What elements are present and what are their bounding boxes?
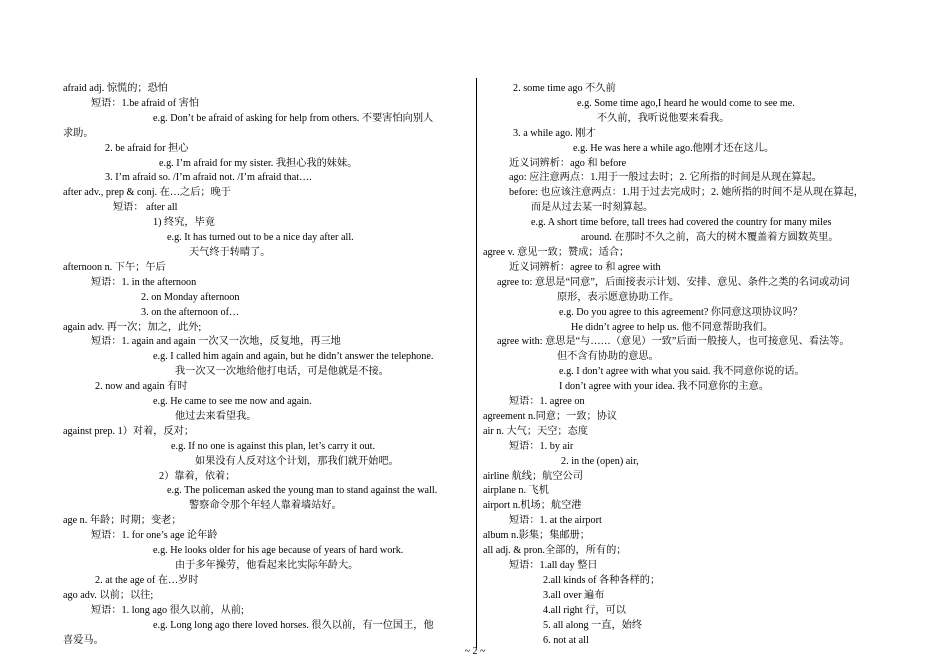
text-line: e.g. He was here a while ago.他刚才还在这儿。 xyxy=(573,142,775,154)
text-line: e.g. If no one is against this plan, let’s carry it out. xyxy=(171,440,375,452)
text-line: before: 也应该注意两点：1.用于过去完成时；2. 她所指的时间不是从现在算起， xyxy=(509,187,864,199)
left-column xyxy=(63,82,468,648)
text-line: e.g. He looks older for his age because of years of hard work. xyxy=(153,545,404,557)
text-line: 短语：1. long ago 很久以前，从前; xyxy=(91,604,244,616)
text-line: afraid adj. 惊慌的；恐怕 xyxy=(63,83,168,94)
text-line: against prep. 1）对着，反对； xyxy=(63,425,195,437)
text-line: e.g. The policeman asked the young man to stand against the wall. xyxy=(167,485,438,497)
text-line: 5. all along 一直，始终 xyxy=(543,619,643,631)
text-line: 如果没有人反对这个计划，那我们就开始吧。 xyxy=(195,455,399,467)
text-line: 2. now and again 有时 xyxy=(95,381,188,393)
text-line: e.g. Some time ago,I heard he would come to see me. xyxy=(577,97,795,109)
text-line: 3.all over 遍布 xyxy=(543,589,605,601)
text-line: again adv. 再一次；加之，此外; xyxy=(63,321,202,333)
text-line: ago: 应注意两点：1.用于一般过去时；2. 它所指的时间是从现在算起。 xyxy=(509,172,822,184)
text-line: 原形，表示愿意协助工作。 xyxy=(557,291,680,303)
text-line: e.g. I’m afraid for my sister. 我担心我的妹妹。 xyxy=(159,157,358,169)
text-line: 近义词辨析：agree to 和 agree with xyxy=(509,261,661,273)
page-number: ~ 2 ~ xyxy=(464,646,486,657)
text-line: airplane n. 飞机 xyxy=(483,485,549,497)
text-line: 不久前，我听说他要来看我。 xyxy=(597,112,730,124)
text-line: after adv., prep & conj. 在…之后；晚于 xyxy=(63,187,231,199)
text-line: 短语：1. at the airport xyxy=(509,515,602,527)
text-line: airport n.机场；航空港 xyxy=(483,500,582,512)
text-line: 而是从过去某一时刻算起。 xyxy=(531,202,654,214)
text-line: agreement n.同意；一致；协议 xyxy=(483,410,618,422)
text-line: 2. in the (open) air, xyxy=(561,455,639,467)
text-line: 短语：1. agree on xyxy=(509,396,585,408)
text-line: e.g. Do you agree to this agreement? 你同意这项协议吗？ xyxy=(559,306,803,318)
text-line: 求助。 xyxy=(63,127,94,139)
text-line: 4.all right 行，可以 xyxy=(543,604,626,616)
text-line: ago adv. 以前；以往; xyxy=(63,589,154,601)
text-line: 短语：1. in the afternoon xyxy=(91,276,197,288)
text-line: 但不含有协助的意思。 xyxy=(557,351,659,363)
column-divider xyxy=(476,78,477,648)
text-line: air n. 大气；天空；态度 xyxy=(483,425,588,437)
text-line: 喜爱马。 xyxy=(63,634,104,646)
text-line: 3. on the afternoon of… xyxy=(141,306,240,318)
text-line: 2. be afraid for 担心 xyxy=(105,142,189,154)
text-line: 短语：1.be afraid of 害怕 xyxy=(91,97,200,109)
text-line: e.g. I called him again and again, but he didn’t answer the telephone. xyxy=(153,351,434,363)
text-line: age n. 年龄；时期；变老； xyxy=(63,515,182,527)
text-line: airline 航线；航空公司 xyxy=(483,470,583,482)
text-line: 2. at the age of 在…岁时 xyxy=(95,574,199,586)
text-line: afternoon n. 下午；午后 xyxy=(63,261,166,273)
text-line: agree v. 意见一致；赞成；适合； xyxy=(483,246,630,258)
text-line: 警察命令那个年轻人靠着墙站好。 xyxy=(189,500,342,512)
text-line: 2. on Monday afternoon xyxy=(141,291,240,303)
text-line: 短语：1. by air xyxy=(509,440,574,452)
text-line: album n.影集；集邮册； xyxy=(483,530,590,542)
text-line: agree to: 意思是“同意”，后面接表示计划、安排、意见、条件之类的名词或动词 xyxy=(497,276,850,288)
text-line: 6. not at all xyxy=(543,634,589,646)
text-line: 短语：1. again and again 一次又一次地，反复地，再三地 xyxy=(91,336,341,348)
text-line: 2.all kinds of 各种各样的； xyxy=(543,574,661,586)
text-line: agree with: 意思是“与……（意见）一致”后面一般接人，也可接意见、看法等。 xyxy=(497,336,850,348)
text-line: all adj. & pron.全部的，所有的； xyxy=(483,545,627,557)
text-line: e.g. Don’t be afraid of asking for help from others. 不要害怕向别人 xyxy=(153,112,434,124)
text-line: 2. some time ago 不久前 xyxy=(513,83,616,94)
text-line: 天气终于转晴了。 xyxy=(189,246,271,258)
text-line: 由于多年操劳，他看起来比实际年龄大。 xyxy=(175,560,359,571)
text-line: e.g. He came to see me now and again. xyxy=(153,396,312,408)
text-line: 近义词辨析：ago 和 before xyxy=(509,157,627,169)
text-line: 1) 终究，毕竟 xyxy=(153,217,215,229)
text-line: 短语： after all xyxy=(113,202,178,214)
text-line: e.g. A short time before, tall trees had covered the country for many miles xyxy=(531,217,832,229)
text-line: 他过去来看望我。 xyxy=(175,410,257,422)
text-line: 3. a while ago. 刚才 xyxy=(513,127,596,139)
text-line: 短语：1.all day 整日 xyxy=(509,560,598,571)
text-line: 2）靠着，依着； xyxy=(159,470,236,482)
text-line: 3. I’m afraid so. /I’m afraid not. /I’m afraid that…. xyxy=(105,172,312,184)
text-line: e.g. It has turned out to be a nice day after all. xyxy=(167,232,354,244)
text-line: 短语：1. for one’s age 论年龄 xyxy=(91,530,218,542)
text-line: 我一次又一次地给他打电话，可是他就是不接。 xyxy=(175,366,389,378)
text-line: e.g. I don’t agree with what you said. 我不同意你说的话。 xyxy=(559,366,805,378)
text-line: He didn’t agree to help us. 他不同意帮助我们。 xyxy=(571,321,774,333)
text-line: I don’t agree with your idea. 我不同意你的主意。 xyxy=(559,381,770,393)
text-line: e.g. Long long ago there loved horses. 很久以前，有一位国王，他 xyxy=(153,619,434,631)
text-line: around. 在那时不久之前，高大的树木覆盖着方圆数英里。 xyxy=(581,232,839,244)
right-column xyxy=(483,82,888,648)
